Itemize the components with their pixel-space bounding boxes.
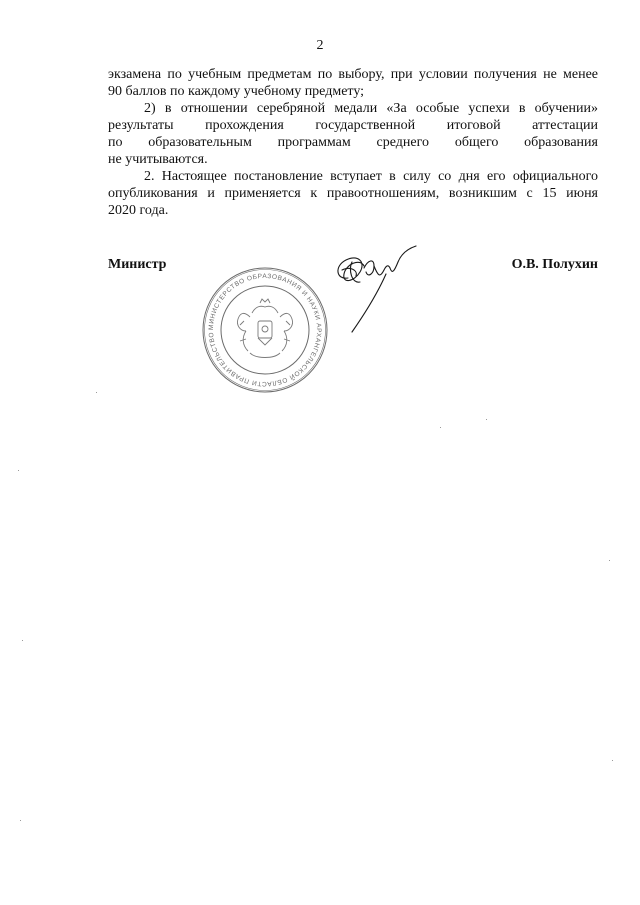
scan-speck	[609, 560, 610, 561]
paragraph-2-line-1: 2) в отношении серебряной медали «За особые успехи в обучении»	[144, 101, 598, 116]
paragraph-3-line-1: 2. Настоящее постановление вступает в силу со дня его официального	[144, 169, 598, 184]
signatory-name: О.В. Полухин	[511, 257, 598, 272]
official-seal-stamp	[200, 265, 330, 395]
scan-speck	[96, 392, 97, 393]
scan-speck	[20, 820, 21, 821]
paragraph-1-line-2: 90 баллов по каждому учебному предмету;	[108, 84, 365, 99]
paragraph-2-line-4: не учитываются.	[108, 152, 208, 167]
document-body	[108, 66, 598, 219]
paragraph-3-line-3: 2020 года.	[108, 203, 169, 218]
scan-speck	[440, 427, 441, 428]
scan-speck	[612, 760, 613, 761]
paragraph-2-line-3: по образовательным программам среднего общего образования	[108, 135, 598, 150]
svg-text:МИНИСТЕРСТВО ОБРАЗОВАНИЯ И НАУ	[208, 273, 322, 387]
eagle-emblem	[237, 299, 292, 358]
scan-speck	[18, 470, 19, 471]
signatory-title: Министр	[108, 257, 167, 272]
scan-speck	[486, 419, 487, 420]
handwritten-signature	[330, 240, 420, 335]
paragraph-1-line-1: экзамена по учебным предметам по выбору, при условии получения не менее	[108, 67, 598, 82]
page-number: 2	[316, 38, 324, 53]
paragraph-3-line-2: опубликования и применяется к правоотношениям, возникшим с 15 июня	[108, 186, 598, 201]
paragraph-2-line-2: результаты прохождения государственной итоговой аттестации	[108, 118, 598, 133]
scan-speck	[22, 640, 23, 641]
seal-ring-text: МИНИСТЕРСТВО ОБРАЗОВАНИЯ И НАУКИ АРХАНГЕЛЬСКОЙ ОБЛАСТИ ПРАВИТЕЛЬСТВО	[207, 272, 323, 388]
